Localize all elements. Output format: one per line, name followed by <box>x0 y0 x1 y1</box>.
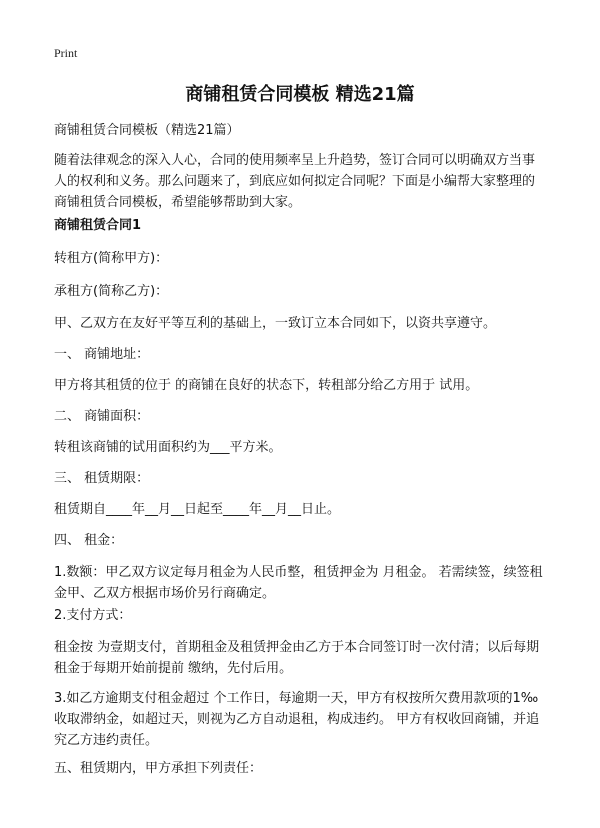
intro-paragraph: 随着法律观念的深入人心，合同的使用频率呈上升趋势，签订合同可以明确双方当事人的权利和义务。那么问题来了，到底应如何拟定合同呢？下面是小编帮大家整理的商铺租赁合同模板，希望能够帮助到大家。 <box>54 153 536 210</box>
clause-4-1-text: 1.数额：甲乙双方议定每月租金为人民币整，租赁押金为 月租金。 若需续签，续签租金甲、乙双方根据市场价另行商确定。 <box>54 565 543 601</box>
clause-4-3-text: 3.如乙方逾期支付租金超过 个工作日，每逾期一天，甲方有权按所欠费用款项的1‰收取滞纳金，如超过天，则视为乙方自动退租，构成违约。 甲方有权收回商铺，并追究乙方违约责任。 <box>54 691 540 748</box>
clause-1-heading: 一、 商铺地址： <box>54 347 150 362</box>
print-label[interactable]: Print <box>54 46 78 60</box>
line-lessor: 转租方(简称甲方)： <box>54 251 169 266</box>
document-subtitle: 商铺租赁合同模板（精选21篇） <box>54 123 240 138</box>
clause-2-text: 转租该商铺的试用面积约为___平方米。 <box>54 440 282 455</box>
clause-4-2-text: 租金按 为壹期支付，首期租金及租赁押金由乙方于本合同签订时一次付清；以后每期租金于每期开始前提前 缴纳，先付后用。 <box>54 640 540 676</box>
clause-4-heading: 四、 租金： <box>54 533 124 548</box>
clause-4-2-heading: 2.支付方式： <box>54 608 132 623</box>
clause-5-heading: 五、租赁期内，甲方承担下列责任： <box>54 761 263 776</box>
section-heading: 商铺租赁合同1 <box>54 218 142 233</box>
clause-1-text: 甲方将其租赁的位于 的商铺在良好的状态下，转租部分给乙方用于 试用。 <box>54 378 479 393</box>
line-agreement: 甲、乙双方在友好平等互利的基础上，一致订立本合同如下，以资共享遵守。 <box>54 316 497 331</box>
line-lessee: 承租方(简称乙方)： <box>54 284 169 299</box>
document-title: 商铺租赁合同模板 精选21篇 <box>185 84 415 105</box>
clause-3-text: 租赁期自____年__月__日起至____年__月__日止。 <box>54 502 341 517</box>
clause-3-heading: 三、 租赁期限： <box>54 471 150 486</box>
clause-2-heading: 二、 商铺面积： <box>54 409 150 424</box>
